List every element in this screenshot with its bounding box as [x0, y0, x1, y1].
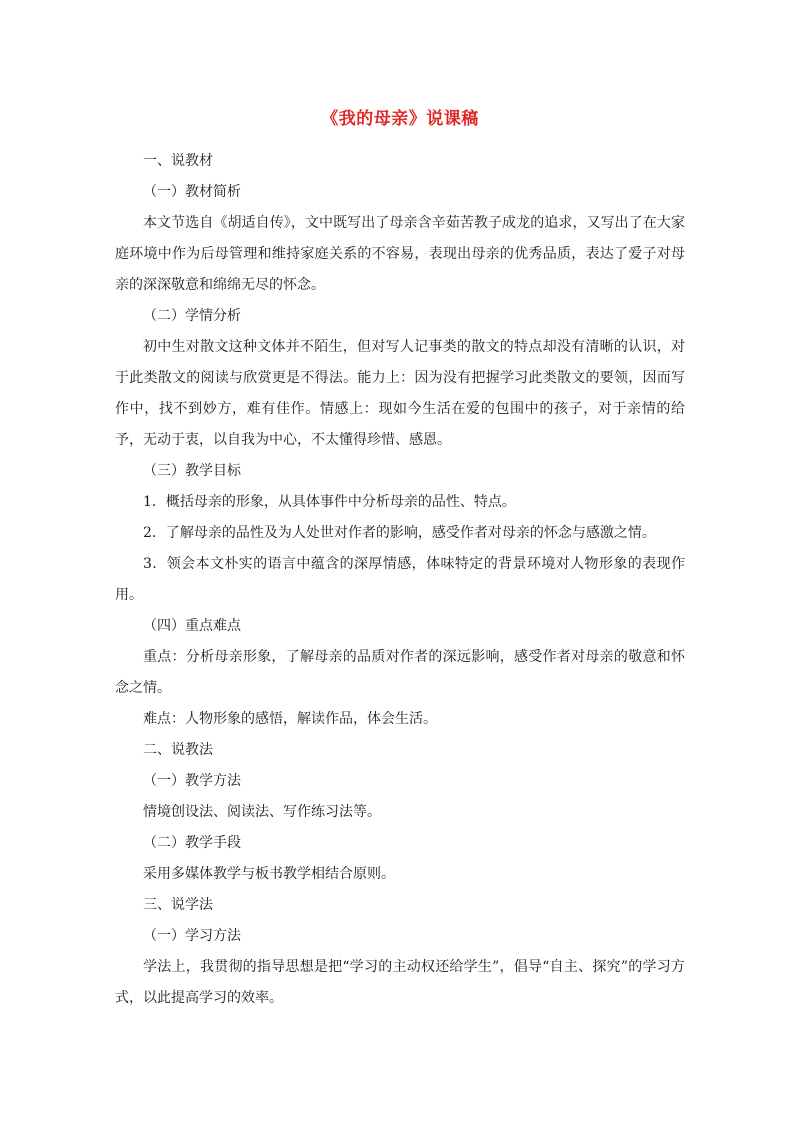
- paragraph-teaching-methods: 情境创设法、阅读法、写作练习法等。: [143, 804, 381, 820]
- goal-item-3: 3．领会本文朴实的语言中蕴含的深厚情感，体味特定的背景环境对人物形象的表现作用。: [115, 556, 685, 603]
- paragraph-teaching-means: 采用多媒体教学与板书教学相结合原则。: [143, 866, 395, 882]
- section-heading-3: 三、说学法: [143, 897, 213, 913]
- goal-item-1: 1．概括母亲的形象，从具体事件中分析母亲的品性、特点。: [143, 494, 516, 510]
- document-title: 《我的母亲》说课稿: [321, 109, 479, 129]
- subsection-heading-2-2: （二）教学手段: [143, 835, 241, 851]
- section-heading-1: 一、说教材: [143, 153, 213, 169]
- goal-item-2: 2．了解母亲的品性及为人处世对作者的影响，感受作者对母亲的怀念与感激之情。: [143, 525, 656, 541]
- document-body: [115, 146, 685, 1014]
- subsection-heading-2-1: （一）教学方法: [143, 773, 241, 789]
- paragraph-student-analysis: 初中生对散文这种文体并不陌生，但对写人记事类的散文的特点却没有清晰的认识，对于此类散文的阅读与欣赏更是不得法。能力上：因为没有把握学习此类散文的要领，因而写作中，找不到妙方，难有佳作。情感上：现如今生活在爱的包围中的孩子，对于亲情的给予，无动于衷，以自我为中心，不太懂得珍惜、感恩。: [115, 339, 685, 448]
- section-heading-2: 二、说教法: [143, 742, 213, 758]
- paragraph-learning-methods: 学法上，我贯彻的指导思想是把“学习的主动权还给学生”，倡导“自主、探究”的学习方式，以此提高学习的效率。: [115, 959, 685, 1006]
- subsection-heading-1-3: （三）教学目标: [143, 463, 241, 479]
- subsection-heading-1-4: （四）重点难点: [143, 618, 241, 634]
- subsection-heading-1-1: （一）教材简析: [143, 184, 241, 200]
- subsection-heading-3-1: （一）学习方法: [143, 928, 241, 944]
- subsection-heading-1-2: （二）学情分析: [143, 308, 241, 324]
- difficult-point: 难点：人物形象的感悟，解读作品，体会生活。: [143, 711, 437, 727]
- paragraph-textbook-analysis: 本文节选自《胡适自传》，文中既写出了母亲含辛茹苦教子成龙的追求，又写出了在大家庭环境中作为后母管理和维持家庭关系的不容易，表现出母亲的优秀品质，表达了爱子对母亲的深深敬意和绵绵无尽的怀念。: [115, 215, 685, 293]
- key-point: 重点：分析母亲形象，了解母亲的品质对作者的深远影响，感受作者对母亲的敬意和怀念之情。: [115, 649, 685, 696]
